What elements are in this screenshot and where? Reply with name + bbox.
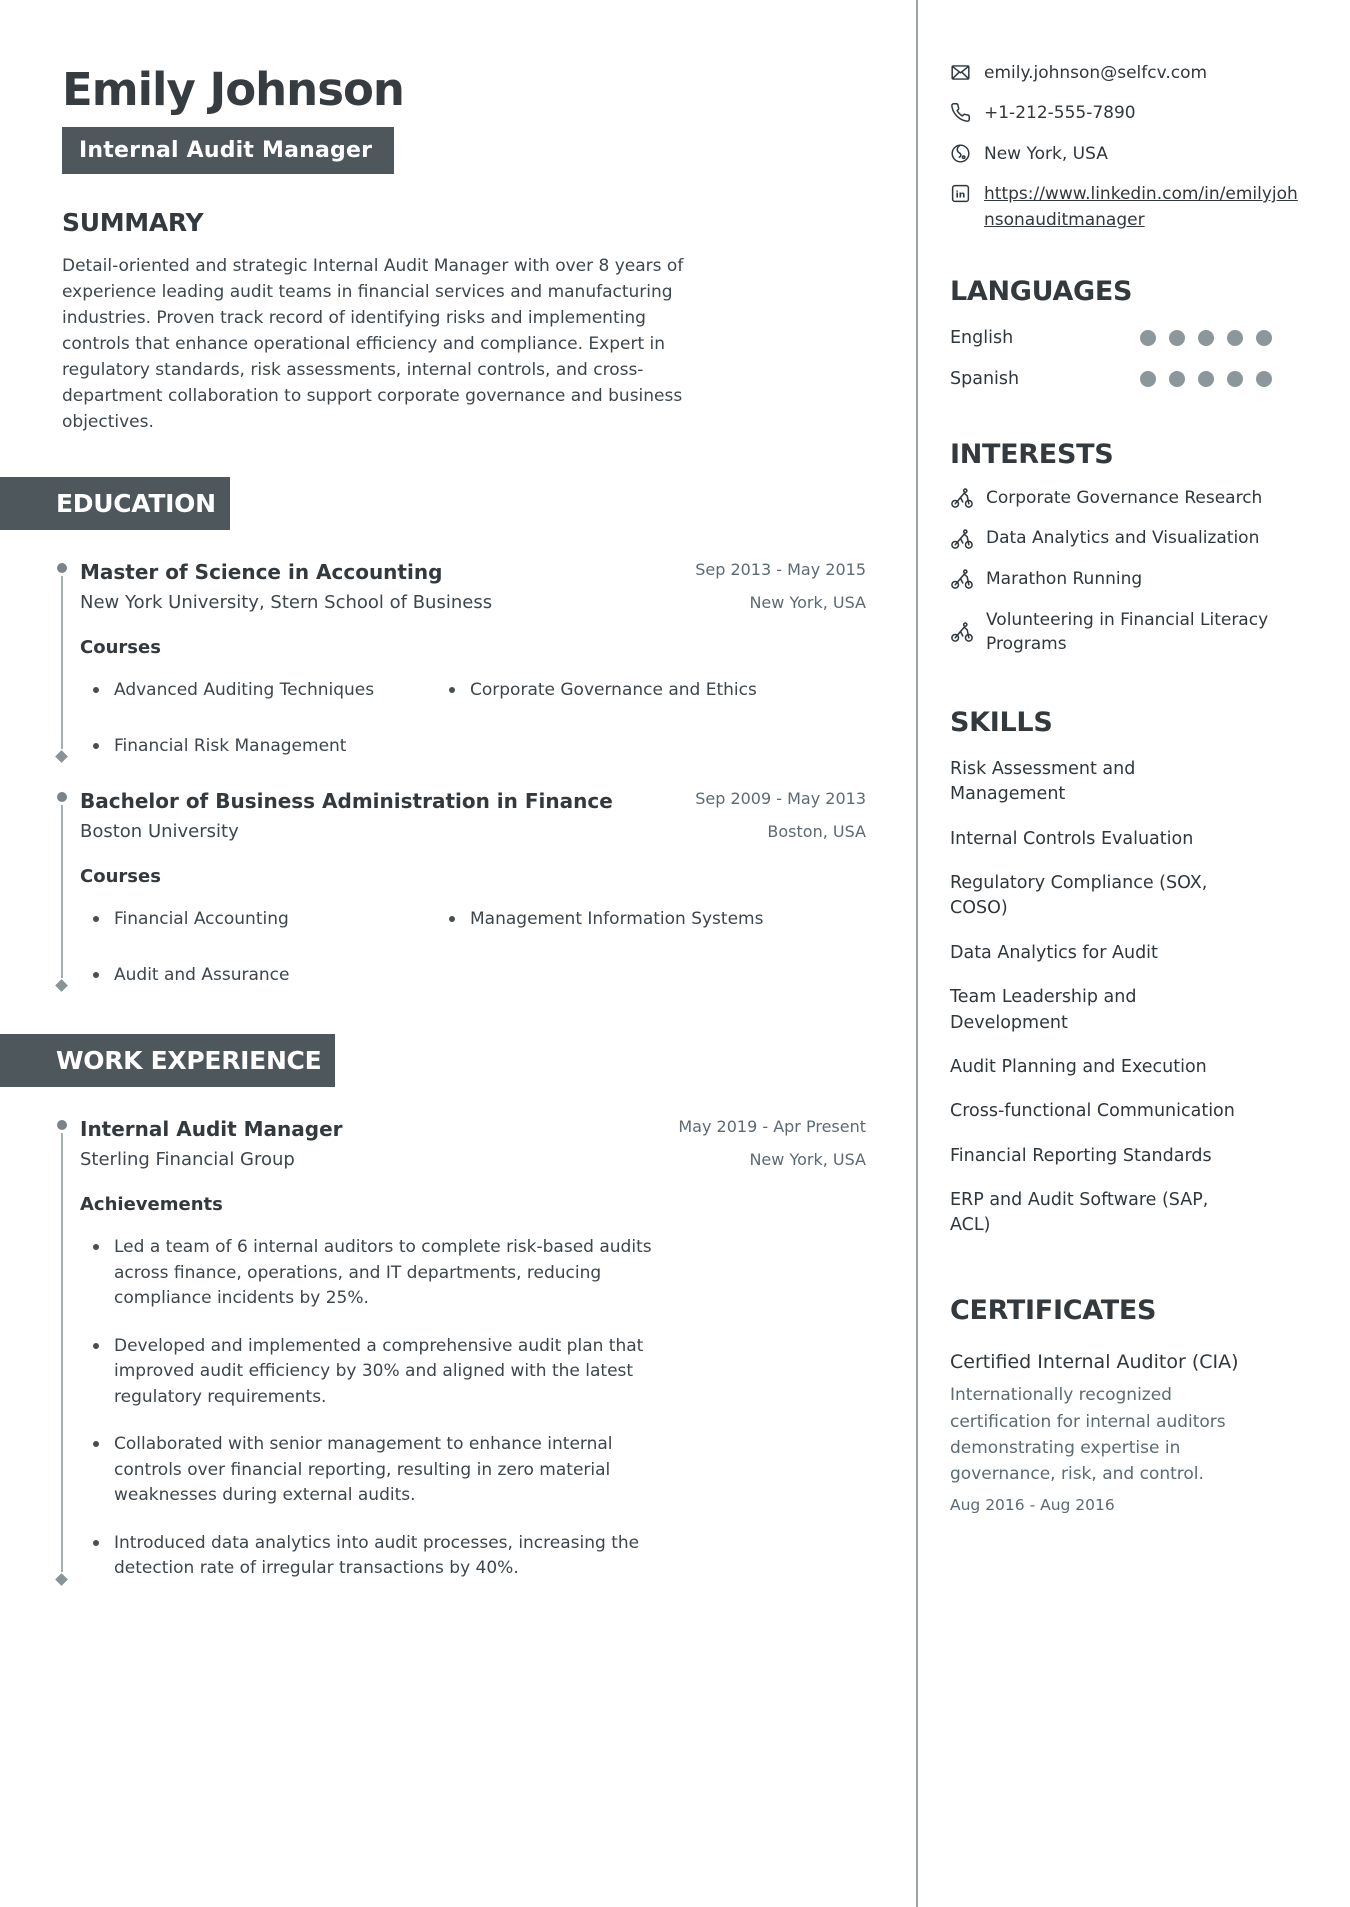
language-level: [1140, 330, 1272, 346]
summary-text: Detail-oriented and strategic Internal Audit Manager with over 8 years of experience leading audit teams in financial services and manufacturing industries. Proven track record of identifying risks and implementing controls that enhance operational efficiency and compliance. Expert in regulatory standards, risk assessments, internal controls, and cross-department collaboration to support corporate governance and business objectives.: [62, 256, 684, 433]
contact-linkedin: [984, 141, 1108, 167]
timeline-diamond-icon: [55, 1573, 68, 1586]
skill-item: Team Leadership and Development: [950, 987, 1137, 1033]
language-row: [950, 328, 1272, 348]
courses-label: Courses: [80, 866, 161, 888]
certificate-item: [950, 1348, 1302, 1514]
language-level-dot: [1198, 371, 1214, 387]
globe-icon: [950, 143, 971, 164]
skills-heading: SKILLS: [950, 706, 1053, 738]
skill-item: Financial Reporting Standards: [950, 1145, 1212, 1166]
contact-location-row: [950, 141, 1302, 167]
work-location: New York, USA: [749, 1150, 866, 1170]
course-item: Advanced Auditing Techniques: [80, 678, 436, 704]
school-name: New York University, Stern School of Business: [80, 592, 493, 614]
course-item: Management Information Systems: [436, 907, 866, 933]
interests-heading: INTERESTS: [950, 438, 1114, 470]
achievement-item: Collaborated with senior management to enhance internal controls over financial reporting, resulting in zero material weaknesses during external audits.: [80, 1432, 670, 1509]
language-level-dot: [1169, 371, 1185, 387]
education-dates: Sep 2013 - May 2015: [695, 560, 866, 580]
language-level-dot: [1198, 330, 1214, 346]
certificates-section: [950, 1295, 1302, 1514]
work-entry: [58, 1117, 866, 1582]
contact-email-row: [950, 60, 1302, 86]
interest-label: Volunteering in Financial Literacy Programs: [986, 609, 1269, 655]
interest-label: Corporate Governance Research: [986, 487, 1263, 508]
language-level-dot: [1256, 371, 1272, 387]
cycling-icon: [950, 567, 974, 591]
skill-item: Risk Assessment and Management: [950, 758, 1136, 805]
education-section: [56, 477, 866, 988]
interest-label: Marathon Running: [986, 569, 1143, 589]
skill-item: Regulatory Compliance (SOX, COSO): [950, 873, 1208, 919]
course-item: Corporate Governance and Ethics: [436, 678, 866, 704]
language-level-dot: [1227, 330, 1243, 346]
contact-phone: +1-212-555-7890: [984, 103, 1136, 124]
job-title-badge: Internal Audit Manager: [62, 127, 394, 174]
language-name: English: [950, 327, 1014, 348]
course-list: [80, 907, 866, 988]
achievements-label: Achievements: [80, 1194, 223, 1216]
language-level-dot: [1256, 330, 1272, 346]
interests-section: [950, 439, 1302, 657]
skill-item: Audit Planning and Execution: [950, 1056, 1207, 1077]
achievement-item: Led a team of 6 internal auditors to complete risk-based audits across finance, operations, and IT departments, reducing compliance incidents by 25%.: [80, 1235, 670, 1312]
skills-section: [950, 707, 1302, 1239]
contact-location: New York, USA: [984, 143, 1108, 164]
timeline-dot: [57, 792, 67, 802]
languages-section: [950, 276, 1302, 389]
language-name: Spanish: [950, 368, 1020, 389]
language-row: [950, 369, 1272, 389]
skill-item: Internal Controls Evaluation: [950, 828, 1194, 849]
language-level-dot: [1140, 371, 1156, 387]
column-divider: [916, 0, 918, 1907]
achievement-item: Introduced data analytics into audit processes, increasing the detection rate of irregular transactions by 40%.: [80, 1531, 670, 1582]
timeline-line: [61, 805, 63, 978]
interest-label: Data Analytics and Visualization: [986, 528, 1260, 549]
certificate-dates: Aug 2016 - Aug 2016: [950, 1495, 1115, 1514]
work-title: Internal Audit Manager: [80, 1117, 343, 1142]
interest-item: [950, 567, 1270, 592]
language-level-dot: [1140, 330, 1156, 346]
education-entry: [58, 789, 866, 988]
summary-heading: SUMMARY: [62, 208, 204, 238]
certificate-description: Internationally recognized certification for internal auditors demonstrating expertise in governance, risk, and control.: [950, 1385, 1226, 1485]
education-location: New York, USA: [749, 593, 866, 613]
email-icon: [950, 62, 971, 83]
course-list: [80, 678, 866, 759]
person-name: Emily Johnson: [62, 63, 404, 116]
course-item: Financial Risk Management: [80, 734, 436, 760]
work-dates: May 2019 - Apr Present: [678, 1117, 866, 1137]
contact-phone-row: [950, 100, 1302, 126]
linkedin-icon: [950, 183, 971, 204]
interest-item: [950, 526, 1270, 551]
timeline-line: [61, 576, 63, 749]
courses-label: Courses: [80, 637, 161, 659]
skill-item: Cross-functional Communication: [950, 1101, 1235, 1122]
achievement-item: Developed and implemented a comprehensive audit plan that improved audit efficiency by 30% and aligned with the latest regulatory requirements.: [80, 1334, 670, 1411]
svg-text:in: in: [955, 189, 966, 201]
sidebar: [950, 60, 1302, 1514]
phone-icon: [950, 102, 971, 123]
cycling-icon: [950, 486, 974, 510]
skill-item: ERP and Audit Software (SAP, ACL): [950, 1190, 1209, 1236]
timeline-dot: [57, 1120, 67, 1130]
interest-item: [950, 608, 1270, 657]
interest-item: [950, 486, 1270, 511]
language-level-dot: [1227, 371, 1243, 387]
language-level: [1140, 371, 1272, 387]
degree-title: Bachelor of Business Administration in Finance: [80, 789, 613, 814]
timeline-dot: [57, 563, 67, 573]
contact-block: [950, 60, 1302, 234]
cycling-icon: [950, 620, 974, 644]
timeline-line: [61, 1133, 63, 1572]
contact-email: emily.johnson@selfcv.com: [984, 63, 1208, 83]
skill-item: Data Analytics for Audit: [950, 942, 1158, 963]
language-level-dot: [1169, 330, 1185, 346]
certificate-name: Certified Internal Auditor (CIA): [950, 1350, 1239, 1373]
course-item: Audit and Assurance: [80, 963, 436, 989]
languages-heading: LANGUAGES: [950, 275, 1133, 307]
education-entry: [58, 560, 866, 759]
linkedin-link[interactable]: https://www.linkedin.com/in/emilyjohnsonauditmanager: [984, 184, 1298, 231]
timeline-diamond-icon: [55, 979, 68, 992]
contact-linkedin-row: [950, 181, 1302, 234]
company-name: Sterling Financial Group: [80, 1149, 295, 1171]
timeline-diamond-icon: [55, 750, 68, 763]
education-dates: Sep 2009 - May 2013: [695, 789, 866, 809]
achievement-list: [80, 1235, 670, 1582]
education-location: Boston, USA: [767, 822, 866, 842]
certificates-heading: CERTIFICATES: [950, 1294, 1157, 1326]
work-experience-heading: WORK EXPERIENCE: [0, 1034, 335, 1087]
cycling-icon: [950, 527, 974, 551]
work-experience-section: [56, 1034, 866, 1582]
summary-section: [62, 208, 866, 435]
course-item: Financial Accounting: [80, 907, 436, 933]
education-heading: EDUCATION: [0, 477, 230, 530]
school-name: Boston University: [80, 821, 239, 843]
degree-title: Master of Science in Accounting: [80, 560, 443, 585]
